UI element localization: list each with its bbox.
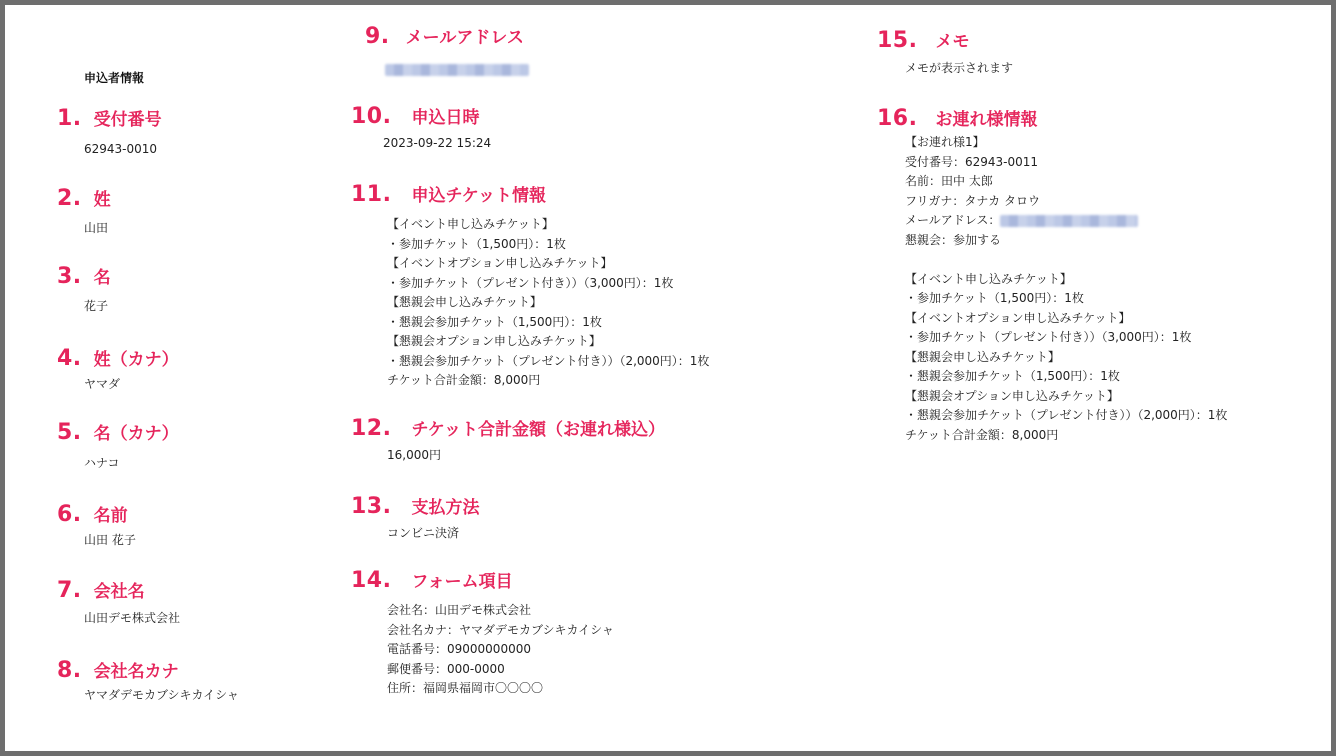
field-heading <box>57 419 179 445</box>
ticket-line: 【イベントオプション申し込みチケット】 <box>387 256 613 270</box>
field-4 <box>57 345 179 395</box>
section-title: 申込者情報 <box>84 71 145 85</box>
form-item-line: 郵便番号：000-0000 <box>387 661 505 676</box>
field-heading <box>877 105 1227 131</box>
ticket-line: ・参加チケット（1,500円）：1枚 <box>387 236 566 251</box>
ticket-info-lines <box>387 215 709 391</box>
field-label: チケット合計金額（お連れ様込） <box>411 420 665 440</box>
field-value: ヤマダデモカブシキカイシャ <box>84 688 239 702</box>
field-3 <box>57 263 111 317</box>
field-label: 名（カナ） <box>93 424 179 444</box>
field-number: 4. <box>57 346 82 371</box>
form-items-lines <box>387 601 614 699</box>
field-number: 11. <box>351 182 392 207</box>
field-value: ヤマダ <box>84 377 121 391</box>
field-heading <box>57 105 162 131</box>
field-heading <box>351 103 491 129</box>
field-7 <box>57 577 180 629</box>
field-label: 会社名カナ <box>93 662 179 682</box>
email-value-redacted <box>385 59 529 78</box>
field-11 <box>351 181 709 391</box>
companion-line: 名前：田中 太郎 <box>905 174 993 188</box>
field-heading <box>351 415 665 441</box>
form-item-line: 会社名カナ：ヤマダデモカブシキカイシャ <box>387 622 614 637</box>
companion-line: 【懇親会オプション申し込みチケット】 <box>905 388 1119 403</box>
ticket-line: 【懇親会オプション申し込みチケット】 <box>387 334 601 348</box>
companion-email-line <box>905 211 1227 231</box>
field-value: 62943-0010 <box>84 142 158 156</box>
field-number: 6. <box>57 502 82 527</box>
companion-line: 【懇親会申し込みチケット】 <box>905 349 1060 364</box>
field-10 <box>351 103 491 154</box>
field-label: 名前 <box>93 506 128 526</box>
field-9 <box>365 23 529 78</box>
field-heading <box>57 185 111 211</box>
ticket-line: 【イベント申し込みチケット】 <box>387 217 554 231</box>
field-label: フォーム項目 <box>411 572 513 592</box>
field-number: 5. <box>57 420 82 445</box>
companion-line: ・参加チケット（プレゼント付き））（3,000円）：1枚 <box>905 330 1192 344</box>
field-number: 7. <box>57 578 82 603</box>
field-value: 山田デモ株式会社 <box>84 611 181 625</box>
field-value: 山田 花子 <box>84 533 136 547</box>
field-value: メモが表示されます <box>905 61 1014 75</box>
form-item-line: 会社名：山田デモ株式会社 <box>387 603 532 617</box>
field-label: 支払方法 <box>411 498 480 518</box>
companion-line: ・懇親会参加チケット（プレゼント付き））（2,000円）：1枚 <box>905 408 1228 422</box>
field-number: 2. <box>57 186 82 211</box>
field-label: 姓 <box>93 190 111 210</box>
field-14 <box>351 567 614 699</box>
field-heading <box>57 263 111 289</box>
field-15 <box>877 27 1013 79</box>
field-value: 2023-09-22 15:24 <box>383 136 492 150</box>
field-heading <box>351 181 709 207</box>
field-6 <box>57 501 136 551</box>
companion-line: 受付番号：62943-0011 <box>905 154 1039 169</box>
field-16 <box>877 105 1227 445</box>
companion-line: チケット合計金額：8,000円 <box>905 427 1059 442</box>
companion-line: ・参加チケット（1,500円）：1枚 <box>905 291 1084 305</box>
field-value: 16,000円 <box>387 448 441 462</box>
field-label: 受付番号 <box>93 110 162 130</box>
field-number: 12. <box>351 416 392 441</box>
companion-line: ・懇親会参加チケット（1,500円）：1枚 <box>905 369 1120 383</box>
field-heading <box>351 567 614 593</box>
field-number: 10. <box>351 104 392 129</box>
field-label: メールアドレス <box>405 28 524 48</box>
ticket-line: 【懇親会申し込みチケット】 <box>387 295 542 309</box>
field-number: 8. <box>57 658 82 683</box>
ticket-line: ・参加チケット（プレゼント付き））（3,000円）：1枚 <box>387 275 674 290</box>
field-number: 15. <box>877 28 918 53</box>
field-label: お連れ様情報 <box>935 110 1038 130</box>
field-label: 姓（カナ） <box>93 350 179 370</box>
field-5 <box>57 419 179 474</box>
ticket-line: チケット合計金額：8,000円 <box>387 373 541 387</box>
field-value: ハナコ <box>84 456 120 470</box>
field-label: 申込チケット情報 <box>411 186 546 206</box>
field-1 <box>57 105 162 160</box>
field-heading <box>365 23 529 49</box>
field-heading <box>57 657 239 683</box>
field-heading <box>57 345 179 371</box>
field-13 <box>351 493 479 544</box>
field-number: 14. <box>351 568 392 593</box>
ticket-line: ・懇親会参加チケット（1,500円）：1枚 <box>387 314 602 329</box>
field-8 <box>57 657 239 706</box>
companion-lines <box>905 133 1227 445</box>
companion-line: 懇親会：参加する <box>905 232 1002 247</box>
redacted-email <box>1000 215 1138 227</box>
field-number: 13. <box>351 494 392 519</box>
field-value: コンビニ決済 <box>387 526 460 540</box>
field-heading <box>877 27 1013 53</box>
field-number: 3. <box>57 264 82 289</box>
companion-line: 【イベントオプション申し込みチケット】 <box>905 310 1131 325</box>
field-number: 1. <box>57 106 82 131</box>
companion-line: 【お連れ様1】 <box>905 135 985 149</box>
field-value: 花子 <box>84 299 109 313</box>
field-label: 申込日時 <box>411 108 480 128</box>
ticket-line: ・懇親会参加チケット（プレゼント付き））（2,000円）：1枚 <box>387 353 710 368</box>
form-item-line: 住所：福岡県福岡市〇〇〇〇 <box>387 681 544 695</box>
field-number: 9. <box>365 24 390 49</box>
companion-line: 【イベント申し込みチケット】 <box>905 271 1072 286</box>
redacted-email <box>385 64 529 76</box>
field-label: メモ <box>935 32 970 52</box>
field-heading <box>57 577 180 603</box>
field-heading <box>351 493 479 519</box>
field-number: 16. <box>877 106 918 131</box>
form-item-line: 電話番号：09000000000 <box>387 642 531 656</box>
field-2 <box>57 185 111 239</box>
companion-email-label: メールアドレス： <box>905 213 1001 227</box>
companion-line: フリガナ：タナカ タロウ <box>905 193 1040 208</box>
field-heading <box>57 501 136 527</box>
field-value: 山田 <box>84 221 109 235</box>
field-12 <box>351 415 665 466</box>
companion-line-blank <box>905 250 1227 270</box>
field-label: 名 <box>93 268 111 288</box>
field-label: 会社名 <box>93 582 145 602</box>
